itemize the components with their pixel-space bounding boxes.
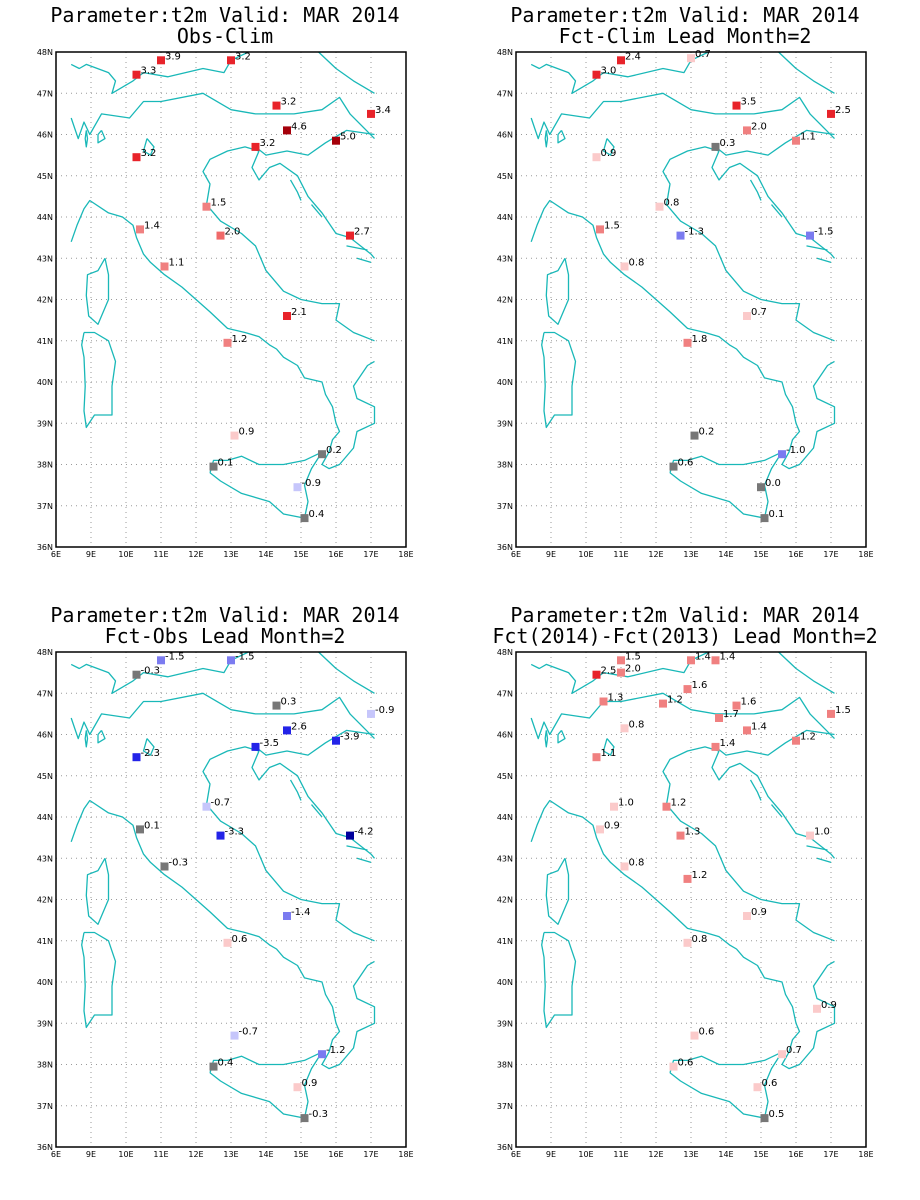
- panel-subtitle: Fct(2014)-Fct(2013) Lead Month=2: [492, 624, 878, 648]
- lat-tick-label: 42N: [36, 895, 53, 905]
- lat-tick-label: 40N: [496, 378, 513, 387]
- station-value: 1.5: [835, 704, 851, 716]
- station-marker: [283, 126, 291, 134]
- lon-tick-label: 17E: [823, 550, 839, 559]
- station-value: -0.3: [308, 1109, 329, 1121]
- station-marker: [712, 656, 720, 664]
- station-value: -1.0: [786, 445, 806, 457]
- station-marker: [203, 803, 211, 811]
- lon-tick-label: 9E: [85, 550, 97, 559]
- station-marker: [610, 803, 618, 811]
- station-value: 2.0: [625, 663, 641, 675]
- station-marker: [227, 56, 235, 64]
- station-value: 1.4: [144, 220, 160, 232]
- station-marker: [621, 724, 629, 732]
- panel-subtitle: Fct-Obs Lead Month=2: [104, 624, 346, 648]
- station-marker: [687, 54, 695, 62]
- station-marker: [757, 483, 765, 491]
- station-marker: [367, 710, 375, 718]
- station-marker: [301, 1114, 309, 1122]
- station-marker: [136, 825, 144, 833]
- lat-tick-label: 48N: [496, 648, 513, 657]
- lon-tick-label: 14E: [258, 1150, 274, 1159]
- station-marker: [231, 432, 239, 440]
- lon-tick-label: 14E: [718, 550, 734, 559]
- lon-tick-label: 12E: [648, 1150, 664, 1159]
- lon-tick-label: 12E: [188, 550, 204, 559]
- lon-tick-label: 17E: [823, 1150, 839, 1159]
- lon-tick-label: 15E: [293, 1150, 309, 1159]
- lat-tick-label: 48N: [496, 48, 513, 57]
- lon-tick-label: 17E: [363, 550, 379, 559]
- station-value: 0.9: [604, 820, 620, 832]
- station-value: 0.2: [698, 426, 715, 438]
- lon-tick-label: 9E: [85, 1150, 97, 1159]
- station-marker: [677, 232, 685, 240]
- station-value: -1.4: [291, 907, 311, 918]
- station-marker: [659, 700, 667, 708]
- station-value: 0.9: [751, 907, 767, 918]
- lat-tick-label: 39N: [36, 1019, 53, 1029]
- station-value: 2.5: [835, 104, 851, 116]
- station-marker: [621, 263, 629, 271]
- lon-tick-label: 10E: [118, 1150, 134, 1159]
- station-marker: [617, 669, 625, 677]
- lon-tick-label: 6E: [50, 550, 62, 559]
- station-marker: [670, 1063, 678, 1071]
- station-value: 0.7: [751, 307, 767, 318]
- station-value: 2.6: [291, 721, 307, 733]
- lon-tick-label: 18E: [858, 550, 874, 559]
- lat-tick-label: 47N: [496, 689, 513, 699]
- station-value: 3.2: [259, 137, 276, 149]
- lat-tick-label: 40N: [36, 978, 53, 987]
- station-value: 0.3: [719, 137, 736, 149]
- lat-tick-label: 37N: [496, 1101, 513, 1111]
- panel-title: Parameter:t2m Valid: MAR 2014: [50, 603, 400, 627]
- station-value: 3.3: [140, 65, 157, 77]
- lon-tick-label: 10E: [578, 1150, 594, 1159]
- station-marker: [684, 939, 692, 947]
- panel-title: Parameter:t2m Valid: MAR 2014: [510, 3, 860, 27]
- station-marker: [210, 463, 218, 471]
- station-value: 1.2: [231, 333, 248, 345]
- lon-tick-label: 18E: [398, 1150, 414, 1159]
- station-marker: [224, 939, 232, 947]
- station-value: -0.3: [140, 665, 161, 677]
- station-value: 0.1: [144, 820, 160, 832]
- station-value: 3.2: [280, 96, 297, 108]
- station-value: -1.5: [235, 651, 255, 663]
- lat-tick-label: 48N: [36, 648, 53, 657]
- lat-tick-label: 43N: [36, 254, 53, 264]
- station-marker: [596, 225, 604, 233]
- station-marker: [600, 698, 608, 706]
- station-value: 1.5: [625, 651, 641, 663]
- lon-tick-label: 16E: [788, 1150, 804, 1159]
- lat-tick-label: 45N: [36, 171, 53, 181]
- lon-tick-label: 15E: [293, 550, 309, 559]
- station-marker: [136, 225, 144, 233]
- station-marker: [813, 1005, 821, 1013]
- station-value: 1.1: [600, 748, 617, 760]
- station-value: 1.4: [695, 651, 711, 663]
- station-value: -3.5: [259, 737, 280, 749]
- station-value: 1.2: [800, 731, 816, 743]
- station-marker: [133, 153, 141, 161]
- lon-tick-label: 6E: [510, 1150, 522, 1159]
- station-marker: [133, 671, 141, 679]
- station-value: 0.8: [663, 197, 680, 209]
- lon-tick-label: 17E: [363, 1150, 379, 1159]
- station-value: 2.7: [354, 226, 370, 238]
- station-marker: [687, 656, 695, 664]
- lat-tick-label: 37N: [36, 501, 53, 511]
- station-value: 0.6: [677, 1057, 694, 1069]
- station-marker: [761, 1114, 769, 1122]
- station-map: [465, 600, 905, 1190]
- station-marker: [792, 137, 800, 145]
- station-marker: [346, 832, 354, 840]
- station-marker: [133, 753, 141, 761]
- lon-tick-label: 11E: [613, 1150, 629, 1159]
- station-marker: [621, 863, 629, 871]
- map-panel-fct-diff: [465, 600, 905, 1190]
- panel-title: Parameter:t2m Valid: MAR 2014: [510, 603, 860, 627]
- lat-tick-label: 43N: [36, 854, 53, 864]
- lat-tick-label: 36N: [36, 1143, 53, 1152]
- lon-tick-label: 18E: [858, 1150, 874, 1159]
- station-marker: [157, 656, 165, 664]
- station-marker: [712, 743, 720, 751]
- station-value: 1.3: [607, 692, 624, 704]
- station-value: 0.4: [308, 509, 325, 521]
- lon-tick-label: 6E: [50, 1150, 62, 1159]
- station-marker: [712, 143, 720, 151]
- station-value: 0.1: [768, 509, 785, 521]
- station-map: [5, 600, 445, 1190]
- station-value: 3.2: [235, 51, 251, 63]
- lon-tick-label: 9E: [545, 1150, 557, 1159]
- lon-tick-label: 9E: [545, 550, 557, 559]
- station-marker: [217, 232, 225, 240]
- lat-tick-label: 37N: [496, 501, 513, 511]
- station-value: 0.8: [628, 257, 645, 269]
- station-marker: [691, 432, 699, 440]
- station-value: 0.0: [765, 478, 781, 490]
- station-marker: [827, 110, 835, 118]
- station-value: -3.9: [340, 731, 360, 743]
- station-value: -3.3: [224, 826, 245, 838]
- lat-tick-label: 46N: [496, 730, 513, 740]
- station-value: 1.1: [168, 257, 185, 269]
- station-value: 0.9: [600, 148, 617, 160]
- lon-tick-label: 13E: [223, 550, 239, 559]
- station-marker: [677, 832, 685, 840]
- station-value: 0.6: [761, 1078, 778, 1090]
- station-value: 3.0: [600, 65, 617, 77]
- station-marker: [161, 863, 169, 871]
- station-value: 0.6: [231, 933, 248, 945]
- lon-tick-label: 10E: [118, 550, 134, 559]
- station-marker: [283, 726, 291, 734]
- station-marker: [294, 1083, 302, 1091]
- station-value: 1.5: [604, 220, 620, 232]
- lon-tick-label: 15E: [753, 550, 769, 559]
- lon-tick-label: 18E: [398, 550, 414, 559]
- station-marker: [743, 126, 751, 134]
- station-marker: [294, 483, 302, 491]
- station-value: 0.2: [326, 445, 342, 457]
- lon-tick-label: 14E: [718, 1150, 734, 1159]
- lat-tick-label: 44N: [496, 213, 513, 222]
- station-marker: [743, 312, 751, 320]
- station-value: 0.6: [677, 457, 694, 469]
- station-map: [5, 0, 445, 590]
- lat-tick-label: 38N: [496, 460, 513, 470]
- station-marker: [778, 1050, 786, 1058]
- station-marker: [210, 1063, 218, 1071]
- lon-tick-label: 13E: [683, 550, 699, 559]
- lat-tick-label: 40N: [496, 978, 513, 987]
- station-marker: [227, 656, 235, 664]
- lon-tick-label: 12E: [188, 1150, 204, 1159]
- station-value: -0.9: [301, 478, 322, 490]
- lat-tick-label: 44N: [36, 813, 53, 822]
- lat-tick-label: 39N: [36, 419, 53, 429]
- lon-tick-label: 15E: [753, 1150, 769, 1159]
- station-marker: [217, 832, 225, 840]
- station-marker: [827, 710, 835, 718]
- lon-tick-label: 13E: [683, 1150, 699, 1159]
- map-panel-fct-clim: [465, 0, 905, 590]
- station-value: -1.2: [326, 1045, 346, 1057]
- station-marker: [252, 743, 260, 751]
- station-value: 0.9: [238, 426, 255, 438]
- station-marker: [684, 339, 692, 347]
- station-marker: [133, 71, 141, 79]
- station-value: 0.8: [691, 933, 708, 945]
- lat-tick-label: 39N: [496, 1019, 513, 1029]
- lat-tick-label: 42N: [496, 895, 513, 905]
- map-panel-obs-clim: [5, 0, 445, 590]
- lat-tick-label: 48N: [36, 48, 53, 57]
- map-panel-fct-obs: [5, 600, 445, 1190]
- lon-tick-label: 6E: [510, 550, 522, 559]
- station-value: 2.4: [625, 51, 641, 63]
- station-value: 1.4: [719, 651, 736, 663]
- lat-tick-label: 46N: [496, 130, 513, 140]
- station-marker: [617, 656, 625, 664]
- station-value: 1.4: [719, 737, 736, 749]
- station-value: 1.6: [691, 680, 708, 692]
- station-value: 1.7: [723, 709, 739, 720]
- lat-tick-label: 41N: [496, 336, 513, 346]
- lat-tick-label: 38N: [36, 460, 53, 470]
- station-value: 0.7: [695, 49, 711, 61]
- panel-subtitle: Obs-Clim: [176, 24, 274, 48]
- station-marker: [684, 875, 692, 883]
- station-marker: [252, 143, 260, 151]
- station-value: 1.0: [814, 826, 830, 838]
- lat-tick-label: 43N: [496, 854, 513, 864]
- station-value: 0.9: [301, 1078, 318, 1090]
- lat-tick-label: 40N: [36, 378, 53, 387]
- station-value: 1.2: [667, 694, 683, 706]
- lat-tick-label: 41N: [36, 936, 53, 946]
- station-value: 3.2: [140, 148, 157, 160]
- station-value: 0.3: [280, 696, 297, 708]
- lat-tick-label: 36N: [496, 1143, 513, 1152]
- station-value: 2.5: [600, 665, 617, 677]
- station-marker: [733, 102, 741, 110]
- station-value: 1.2: [670, 797, 687, 809]
- station-marker: [318, 450, 326, 458]
- station-marker: [684, 685, 692, 693]
- station-value: 2.1: [291, 307, 307, 318]
- station-value: 3.9: [165, 51, 181, 63]
- station-value: 0.4: [217, 1057, 234, 1069]
- panel-title: Parameter:t2m Valid: MAR 2014: [50, 3, 400, 27]
- station-value: -0.7: [238, 1026, 259, 1038]
- station-value: 3.5: [740, 96, 757, 108]
- lat-tick-label: 42N: [36, 295, 53, 305]
- lat-tick-label: 41N: [36, 336, 53, 346]
- station-value: 1.4: [751, 721, 767, 733]
- station-marker: [593, 71, 601, 79]
- station-marker: [670, 463, 678, 471]
- station-value: -1.5: [165, 651, 185, 663]
- station-value: 0.5: [768, 1109, 785, 1121]
- station-marker: [231, 1032, 239, 1040]
- station-marker: [332, 737, 340, 745]
- lat-tick-label: 44N: [36, 213, 53, 222]
- lon-tick-label: 11E: [153, 550, 169, 559]
- lat-tick-label: 43N: [496, 254, 513, 264]
- lat-tick-label: 45N: [496, 171, 513, 181]
- lon-tick-label: 16E: [328, 1150, 344, 1159]
- station-marker: [367, 110, 375, 118]
- lon-tick-label: 13E: [223, 1150, 239, 1159]
- lat-tick-label: 44N: [496, 813, 513, 822]
- station-marker: [743, 726, 751, 734]
- station-value: -0.9: [375, 704, 395, 716]
- station-marker: [743, 912, 751, 920]
- station-value: 0.1: [217, 457, 234, 469]
- lat-tick-label: 47N: [36, 89, 53, 99]
- lon-tick-label: 16E: [328, 550, 344, 559]
- station-value: 0.7: [786, 1045, 802, 1057]
- station-value: -1.5: [814, 226, 834, 238]
- station-value: 1.5: [210, 197, 227, 209]
- station-value: -2.3: [140, 748, 161, 760]
- station-marker: [593, 753, 601, 761]
- lon-tick-label: 16E: [788, 550, 804, 559]
- station-marker: [656, 203, 664, 211]
- lat-tick-label: 45N: [36, 771, 53, 781]
- station-marker: [346, 232, 354, 240]
- station-marker: [283, 312, 291, 320]
- station-marker: [663, 803, 671, 811]
- panel-subtitle: Fct-Clim Lead Month=2: [558, 24, 812, 48]
- station-value: 1.2: [691, 869, 708, 881]
- station-value: 4.6: [291, 121, 307, 133]
- station-value: 0.9: [821, 999, 837, 1011]
- lat-tick-label: 47N: [496, 89, 513, 99]
- lon-tick-label: 10E: [578, 550, 594, 559]
- station-marker: [761, 514, 769, 522]
- station-marker: [806, 832, 814, 840]
- station-marker: [617, 56, 625, 64]
- station-value: 0.8: [628, 719, 645, 731]
- lat-tick-label: 39N: [496, 419, 513, 429]
- lon-tick-label: 12E: [648, 550, 664, 559]
- station-marker: [806, 232, 814, 240]
- station-marker: [273, 702, 281, 710]
- station-value: -1.3: [684, 226, 705, 238]
- station-marker: [203, 203, 211, 211]
- lat-tick-label: 46N: [36, 730, 53, 740]
- station-value: 1.3: [684, 826, 701, 838]
- lon-tick-label: 11E: [613, 550, 629, 559]
- station-marker: [283, 912, 291, 920]
- station-value: -4.2: [354, 826, 374, 838]
- station-value: 1.1: [800, 131, 816, 143]
- station-value: 1.6: [740, 696, 757, 708]
- lat-tick-label: 41N: [496, 936, 513, 946]
- station-value: 1.0: [618, 797, 634, 809]
- station-marker: [715, 714, 723, 722]
- station-value: 5.0: [340, 131, 356, 143]
- lon-tick-label: 14E: [258, 550, 274, 559]
- station-marker: [161, 263, 169, 271]
- lat-tick-label: 36N: [496, 543, 513, 552]
- station-value: 1.8: [691, 333, 708, 345]
- station-map: [465, 0, 905, 590]
- station-marker: [332, 137, 340, 145]
- lat-tick-label: 42N: [496, 295, 513, 305]
- station-marker: [593, 671, 601, 679]
- station-value: 2.0: [751, 121, 767, 133]
- lon-tick-label: 11E: [153, 1150, 169, 1159]
- station-marker: [157, 56, 165, 64]
- station-value: 2.0: [224, 226, 241, 238]
- station-value: 0.8: [628, 857, 645, 869]
- station-marker: [792, 737, 800, 745]
- lat-tick-label: 45N: [496, 771, 513, 781]
- lat-tick-label: 37N: [36, 1101, 53, 1111]
- station-marker: [301, 514, 309, 522]
- station-marker: [593, 153, 601, 161]
- station-marker: [754, 1083, 762, 1091]
- station-value: -0.7: [210, 797, 231, 809]
- station-marker: [691, 1032, 699, 1040]
- station-value: 3.4: [375, 104, 391, 116]
- station-marker: [273, 102, 281, 110]
- lat-tick-label: 38N: [36, 1060, 53, 1070]
- station-value: -0.3: [168, 857, 189, 869]
- station-value: 0.6: [698, 1026, 715, 1038]
- lat-tick-label: 36N: [36, 543, 53, 552]
- lat-tick-label: 47N: [36, 689, 53, 699]
- lat-tick-label: 46N: [36, 130, 53, 140]
- station-marker: [224, 339, 232, 347]
- lat-tick-label: 38N: [496, 1060, 513, 1070]
- station-marker: [596, 825, 604, 833]
- station-marker: [778, 450, 786, 458]
- station-marker: [318, 1050, 326, 1058]
